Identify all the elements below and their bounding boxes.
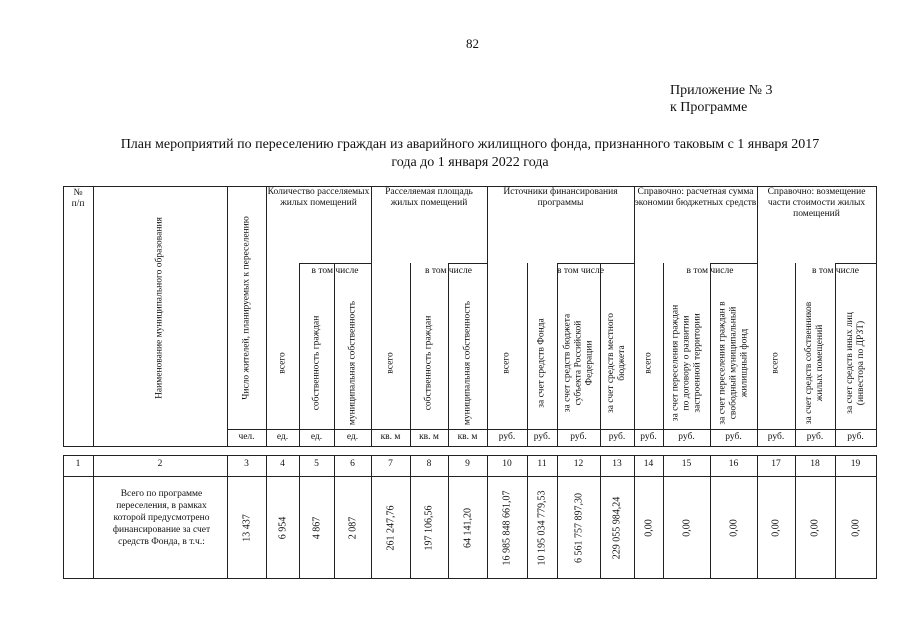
column-number: 11 bbox=[537, 459, 547, 469]
row-value: 0,00 bbox=[770, 519, 782, 537]
header-area-citizens: собственность граждан bbox=[423, 315, 434, 411]
table-bottom-border bbox=[63, 578, 877, 579]
grid-line bbox=[876, 455, 877, 578]
header-incl-5: в том числе bbox=[812, 266, 859, 276]
row-value: 13 437 bbox=[241, 514, 252, 542]
header-dev-territory: за счет переселения граждан по договору о развитии застроенной территории bbox=[670, 304, 702, 422]
grid-line bbox=[710, 263, 711, 446]
appendix-caption bbox=[670, 82, 773, 116]
column-number: 16 bbox=[728, 459, 739, 469]
grid-line bbox=[557, 263, 558, 446]
header-mo-name: Наименование муниципального образования bbox=[154, 216, 165, 399]
unit-cell: руб. bbox=[640, 432, 657, 442]
row-value: 4 867 bbox=[311, 516, 322, 540]
column-number: 18 bbox=[810, 459, 820, 469]
row-value: 64 141,20 bbox=[462, 508, 473, 548]
grid-line bbox=[795, 263, 796, 446]
unit-cell: руб. bbox=[608, 432, 626, 442]
grid-line bbox=[299, 263, 300, 446]
header-number: № п/п bbox=[71, 188, 85, 209]
column-number: 9 bbox=[465, 459, 470, 469]
header-owners: за счет средств собственников жилых помещений bbox=[804, 301, 825, 425]
unit-cell: руб. bbox=[678, 432, 695, 442]
unit-cell: руб. bbox=[498, 432, 516, 442]
header-incl-3: в том числе bbox=[557, 266, 604, 276]
column-number: 1 bbox=[75, 459, 81, 469]
header-sources-total: всего bbox=[501, 352, 512, 374]
grid-line bbox=[334, 263, 335, 446]
row-value: 2 087 bbox=[347, 516, 358, 540]
incl-rule bbox=[710, 263, 758, 264]
unit-cell: ед. bbox=[346, 432, 359, 442]
grid-line bbox=[876, 186, 877, 446]
column-number: 3 bbox=[244, 459, 249, 469]
title-line-2: года до 1 января 2022 года bbox=[391, 155, 549, 170]
header-fund: за счет средств Фонда bbox=[536, 318, 547, 408]
row-value: 229 055 984,24 bbox=[611, 496, 623, 560]
title-line-1: План мероприятий по переселению граждан из аварийного жилищного фонда, признанного таковым с 1 января 2017 bbox=[120, 137, 820, 152]
unit-cell: руб. bbox=[533, 432, 551, 442]
column-number: 12 bbox=[573, 459, 584, 469]
column-number: 5 bbox=[314, 459, 319, 469]
unit-cell: руб. bbox=[570, 432, 587, 442]
row-value: 6 954 bbox=[277, 516, 288, 540]
units-bottom-rule bbox=[63, 446, 877, 447]
numbers-top-rule bbox=[63, 455, 877, 456]
header-area-group: Расселяемая площадь жилых помещений bbox=[385, 187, 473, 208]
grid-line bbox=[63, 186, 64, 446]
row-name: Всего по программе переселения, в рамках которой предусмотрено финансирование за счет средств Фонда, в т.ч.: bbox=[112, 489, 211, 547]
incl-rule bbox=[835, 263, 877, 264]
unit-cell: чел. bbox=[238, 432, 255, 442]
header-count-group: Количество расселяемых жилых помещений bbox=[267, 187, 370, 208]
appendix-line-2: к Программе bbox=[670, 100, 748, 115]
grid-line bbox=[410, 263, 411, 446]
header-local-budget: за счет средств местного бюджета bbox=[606, 312, 627, 414]
row-value: 197 106,56 bbox=[423, 505, 435, 551]
document-title bbox=[70, 136, 870, 172]
header-subject-budget: за счет средств бюджета субъекта Российской Федерации bbox=[562, 313, 594, 413]
grid-line bbox=[527, 263, 528, 446]
header-count-total: всего bbox=[277, 352, 287, 374]
incl-rule bbox=[448, 263, 488, 264]
column-number: 19 bbox=[850, 459, 861, 469]
appendix-line-1: Приложение № 3 bbox=[670, 83, 773, 98]
column-number: 15 bbox=[681, 459, 692, 469]
header-incl-1: в том числе bbox=[311, 266, 359, 276]
column-number: 2 bbox=[157, 459, 163, 469]
header-area-municipal: муниципальная собственность bbox=[462, 300, 472, 426]
page-number: 82 bbox=[466, 36, 479, 51]
unit-cell: руб. bbox=[725, 432, 742, 442]
unit-cell: кв. м bbox=[380, 432, 401, 442]
grid-line bbox=[227, 186, 228, 446]
row-value: 10 195 034 779,53 bbox=[536, 490, 548, 566]
column-number: 14 bbox=[643, 459, 654, 469]
grid-line bbox=[663, 263, 664, 446]
row-value: 0,00 bbox=[850, 519, 861, 537]
unit-cell: ед. bbox=[276, 432, 289, 442]
column-number: 13 bbox=[612, 459, 622, 469]
row-value: 0,00 bbox=[643, 519, 654, 537]
header-ref2-group: Справочно: возмещение части стоимости жилых помещений bbox=[767, 187, 866, 219]
header-incl-2: в том числе bbox=[425, 266, 472, 276]
header-count-citizens: собственность граждан bbox=[311, 315, 321, 411]
row-value: 261 247,76 bbox=[385, 505, 396, 551]
row-value: 0,00 bbox=[809, 519, 821, 537]
column-number: 10 bbox=[502, 459, 512, 469]
column-number: 4 bbox=[280, 459, 285, 469]
header-other-persons: за счет средств иных лиц (инвестора по ДРЗТ) bbox=[844, 312, 866, 414]
grid-line bbox=[835, 263, 836, 446]
header-ref1-group: Справочно: расчетная сумма экономии бюджетных средств bbox=[634, 187, 757, 208]
header-count-municipal: муниципальная собственность bbox=[347, 300, 357, 426]
row-value: 6 561 757 897,30 bbox=[573, 493, 584, 563]
unit-cell: кв. м bbox=[419, 432, 439, 442]
grid-line bbox=[448, 263, 449, 446]
header-ref2-total: всего bbox=[770, 352, 781, 374]
header-ref1-total: всего bbox=[643, 352, 653, 374]
column-number: 8 bbox=[426, 459, 432, 469]
unit-cell: руб. bbox=[806, 432, 824, 442]
unit-cell: кв. м bbox=[457, 432, 478, 442]
grid-line bbox=[600, 263, 601, 446]
numbers-bottom-rule bbox=[63, 476, 877, 477]
column-number: 6 bbox=[350, 459, 355, 469]
header-free-fund: за счет переселения граждан в свободный муниципальный жилищный фонд bbox=[717, 301, 749, 425]
incl-rule bbox=[557, 263, 635, 264]
header-sources-group: Источники финансирования программы bbox=[503, 187, 618, 208]
row-value: 0,00 bbox=[681, 519, 692, 537]
grid-line bbox=[93, 186, 94, 446]
header-incl-4: в том числе bbox=[686, 266, 734, 276]
unit-cell: руб. bbox=[767, 432, 785, 442]
incl-rule bbox=[299, 263, 372, 264]
row-value: 0,00 bbox=[728, 519, 739, 537]
header-residents: Число жителей, планируемых к переселению bbox=[241, 215, 251, 400]
row-value: 16 985 848 661,07 bbox=[501, 490, 513, 566]
unit-cell: руб. bbox=[847, 432, 864, 442]
header-area-total: всего bbox=[385, 352, 395, 374]
unit-cell: ед. bbox=[310, 432, 323, 442]
units-rule bbox=[227, 429, 877, 430]
column-number: 7 bbox=[388, 459, 393, 469]
column-number: 17 bbox=[771, 459, 781, 469]
